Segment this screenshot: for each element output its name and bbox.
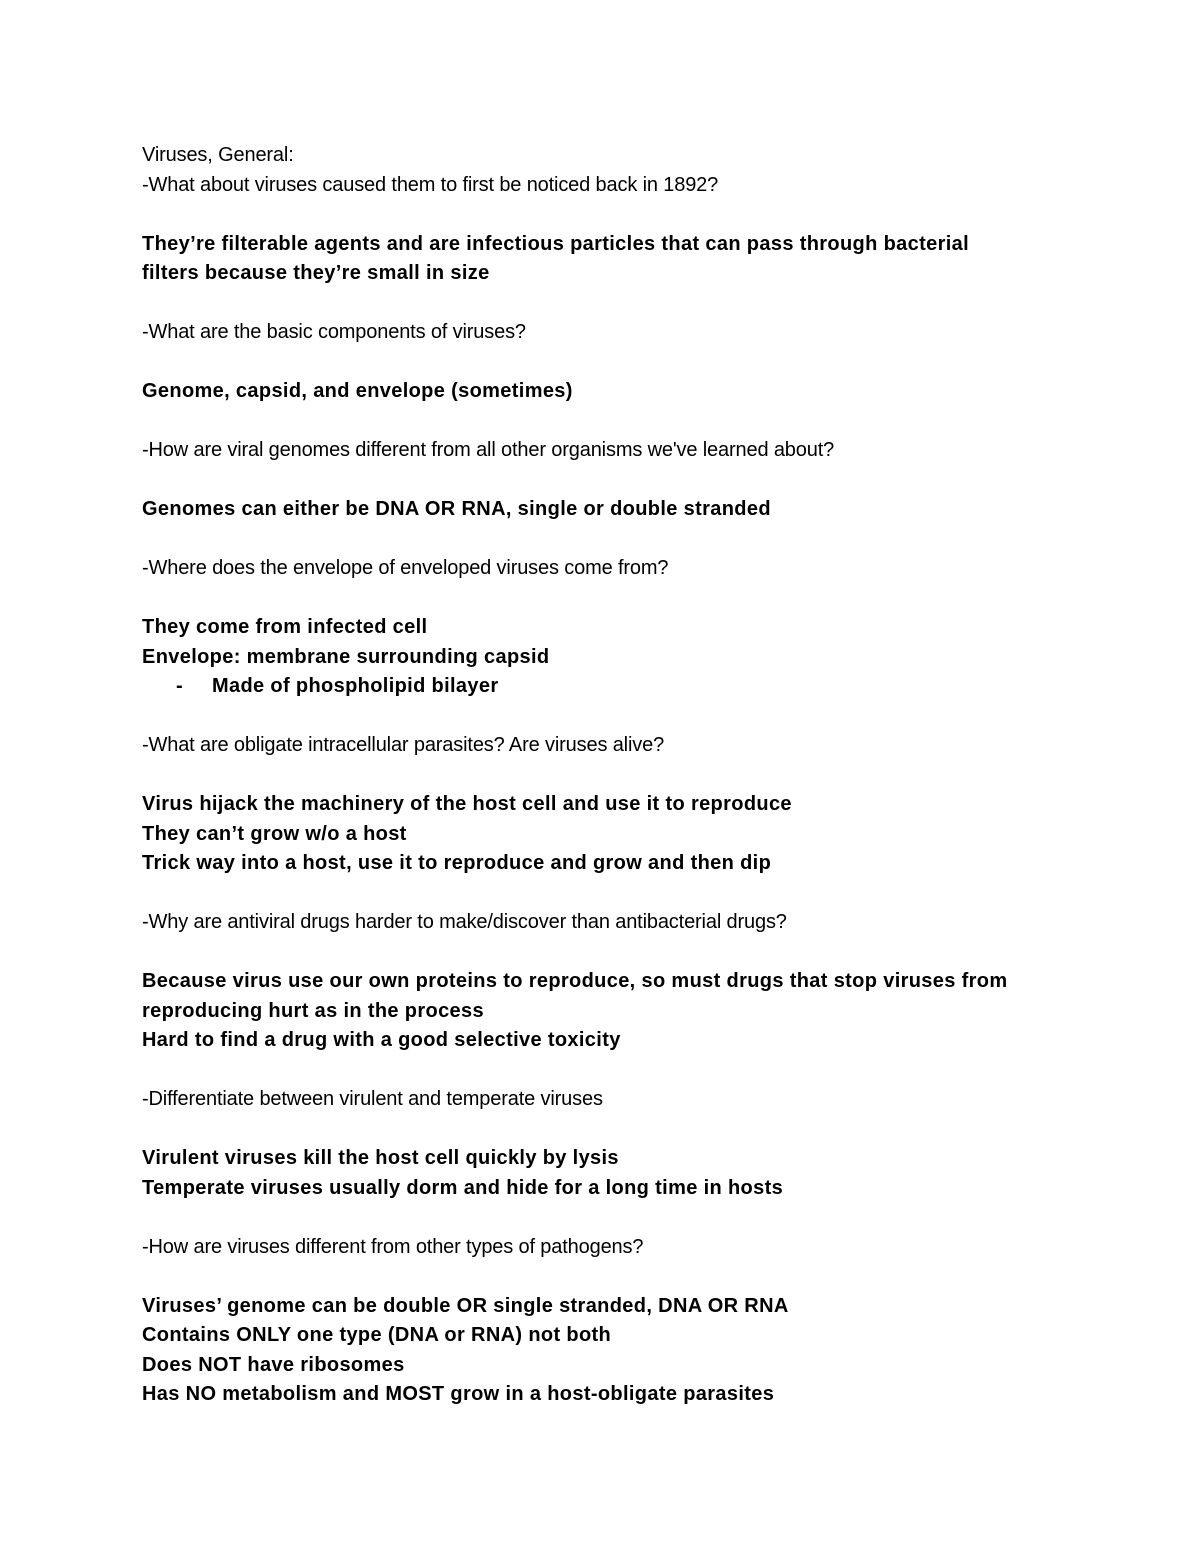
section-5 [142,731,1102,908]
answer-1-line-1: They’re filterable agents and are infectious particles that can pass through bacterial [142,232,969,255]
question-8: -How are viruses different from other types of pathogens? [142,1235,644,1258]
answer-4-line-1: They come from infected cell [142,616,428,638]
spacer [142,879,1102,909]
question-2: -What are the basic components of viruses? [142,321,526,343]
section-1 [142,171,1102,319]
answer-6-line-2: reproducing hurt as in the process [142,999,484,1022]
answer-4-line-2: Envelope: membrane surrounding capsid [142,645,550,668]
bullet-item [142,672,1102,702]
spacer [142,289,1102,319]
answer-3-line-1: Genomes can either be DNA OR RNA, single or double stranded [142,498,771,520]
answer-7-line-1: Virulent viruses kill the host cell quickly by lysis [142,1147,619,1169]
section-8 [142,1233,1102,1410]
question-4: -Where does the envelope of enveloped viruses come from? [142,557,669,579]
spacer [142,584,1102,614]
question-3: -How are viral genomes different from all other organisms we've learned about? [142,439,835,461]
spacer [142,525,1102,555]
section-4 [142,554,1102,731]
answer-8-line-3: Does NOT have ribosomes [142,1353,405,1376]
answer-6-line-1: Because virus use our own proteins to reproduce, so must drugs that stop viruses from [142,970,1008,992]
document-heading: Viruses, General: [142,144,294,166]
answer-8-line-2: Contains ONLY one type (DNA or RNA) not both [142,1324,612,1346]
answer-6-line-3: Hard to find a drug with a good selective toxicity [142,1029,621,1051]
section-3 [142,436,1102,554]
answer-1-line-2: filters because they’re small in size [142,262,490,284]
spacer [142,200,1102,230]
answer-8-line-1: Viruses’ genome can be double OR single stranded, DNA OR RNA [142,1294,789,1317]
bullet-text: Made of phospholipid bilayer [212,675,499,697]
document-page [142,141,1102,1410]
spacer [142,702,1102,732]
spacer [142,1203,1102,1233]
question-6: -Why are antiviral drugs harder to make/discover than antibacterial drugs? [142,911,787,933]
spacer [142,1056,1102,1086]
question-1: -What about viruses caused them to first be noticed back in 1892? [142,173,719,196]
question-7: -Differentiate between virulent and temperate viruses [142,1088,603,1110]
spacer [142,1115,1102,1145]
section-2 [142,318,1102,436]
spacer [142,1262,1102,1292]
spacer [142,348,1102,378]
answer-5-line-3: Trick way into a host, use it to reproduce and grow and then dip [142,852,772,874]
spacer [142,761,1102,791]
section-7 [142,1085,1102,1233]
answer-7-line-2: Temperate viruses usually dorm and hide for a long time in hosts [142,1176,784,1199]
question-5: -What are obligate intracellular parasites? Are viruses alive? [142,734,665,756]
bullet-dash: - [176,675,184,697]
section-6 [142,908,1102,1085]
answer-5-line-2: They can’t grow w/o a host [142,822,407,845]
answer-5-line-1: Virus hijack the machinery of the host cell and use it to reproduce [142,793,792,815]
spacer [142,466,1102,496]
answer-2-line-1: Genome, capsid, and envelope (sometimes) [142,380,573,402]
answer-8-line-4: Has NO metabolism and MOST grow in a host-obligate parasites [142,1383,775,1405]
spacer [142,407,1102,437]
spacer [142,938,1102,968]
